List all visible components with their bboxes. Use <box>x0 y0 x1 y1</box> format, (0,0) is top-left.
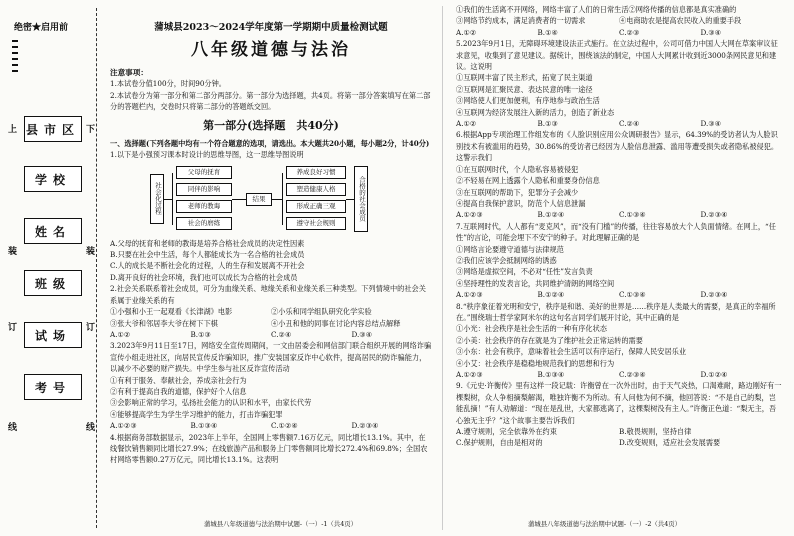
exam-title: 蒲城县2023～2024学年度第一学期期中质量检测试题 <box>154 22 388 33</box>
q6-item: ②不轻易在网上透露个人隐私和重要身份信息 <box>456 176 600 186</box>
q6-item: ④提高自我保护意识，防范个人信息泄漏 <box>456 198 586 208</box>
box-county[interactable]: 县市区 <box>24 116 82 142</box>
q9-option-d[interactable]: D.改变规则，适应社会发展需要 <box>619 438 721 448</box>
q7-choice-c[interactable]: C.①③④ <box>619 290 646 300</box>
box-name[interactable]: 姓名 <box>24 218 82 244</box>
q4-stem: 4.根据商务部数据显示，2023年上半年，全国网上零售额7.16万亿元，同比增长13.1%。其中，在线餐饮销售额同比增长27.9%；在线旅游产品和服务上门零售额同比增长272.4%和69.8%；全国农村网络零售额0.27万亿元，同比增长13.1%。这表明 <box>110 432 428 465</box>
q2-item: ④小丑和他的同事在讨论内容总结点解释 <box>271 318 401 328</box>
q8-item: ②小美：社会秩序的存在就是为了维护社会正常运转的需要 <box>456 335 643 345</box>
q1-stem: 1.以下是小强预习课本时设计的思维导图，这一思维导图说明 <box>110 150 304 160</box>
q6-choice-d[interactable]: D.②③④ <box>700 210 728 220</box>
q3-item: ②有利于提高自我的道德，保护好个人信息 <box>110 386 247 396</box>
bar-mark <box>12 70 18 72</box>
subject-title: 八年级道德与法治 <box>191 40 351 61</box>
mindmap-right-node: 遵守社会规则 <box>286 217 346 230</box>
mindmap-left-node: 社会化过程 <box>150 174 164 224</box>
q1-option-d[interactable]: D.离开良好的社会环境，我们也可以成长为合格的社会成员 <box>110 272 298 282</box>
box-school[interactable]: 学校 <box>24 166 82 192</box>
q8-choice-d[interactable]: D.①②④ <box>700 370 728 379</box>
q5-item: ③网络使人们更加便利，有序地参与政治生活 <box>456 96 600 106</box>
q8-stem: 8.“秩序象征着光明和安宁，秩序是和谐、美好的世界是……秩序是人类最大的需要，是真正的幸福所在。”围绕瑞士哲学家阿米尔的这句名言同学们展开讨论，其中正确的是 <box>456 301 776 322</box>
q6-choice-b[interactable]: B.①②④ <box>537 210 565 220</box>
q5-item: ④互联网为经济发展注入新的活力，创造了新业态 <box>456 107 615 117</box>
part1-heading: 第一部分(选择题 共40分) <box>203 119 339 133</box>
q9-option-b[interactable]: B.敬畏规则，坚持自律 <box>619 427 692 437</box>
q1-option-c[interactable]: C.人的成长是不断社会化的过程，人的生存和发展离不开社会 <box>110 261 305 271</box>
mindmap-mid-node: 老师的教诲 <box>176 200 232 213</box>
notes-item: 2.本试卷分为第一部分和第二部分两部分。第一部分为选择题，共4页。将第一部分答案填写在第二部分的答题栏内，交卷时只将第二部分的答题纸交回。 <box>110 90 431 112</box>
q4-choice-a[interactable]: A.①② <box>456 27 477 37</box>
q7-stem: 7.互联网时代，人人都有“麦克风”，而“没有门槛”的传播，往往容易放大个人负面情绪。在网上，“任性”的言论，可能会埋下不安宁的种子。对此理解正确的是 <box>456 221 776 243</box>
mindmap-right-node: 塑造健康人格 <box>286 183 346 196</box>
side-char-line-2: 线 <box>86 423 96 433</box>
q4-choice-c[interactable]: C.②③ <box>619 27 640 37</box>
mindmap-connector <box>346 199 354 200</box>
footer-right: 蒲城县八年级道德与法治期中试题-（一）-2（共4页） <box>528 519 682 528</box>
page-left-column <box>104 0 440 536</box>
q5-choice-b[interactable]: B.①③ <box>537 119 558 129</box>
q7-item: ②我们应该学会抵制网络的诱惑 <box>456 255 557 265</box>
q2-choice-c[interactable]: C.②④ <box>271 329 292 339</box>
q2-choice-b[interactable]: B.①③ <box>190 329 211 339</box>
mindmap-right-node: 养成良好习惯 <box>286 166 346 179</box>
q6-item: ①在互联网时代，个人隐私容易被侵犯 <box>456 164 579 174</box>
q5-choice-d[interactable]: D.③④ <box>700 119 722 129</box>
q3-choice-d[interactable]: D.②③④ <box>351 421 379 431</box>
q5-choice-c[interactable]: C.②④ <box>619 119 640 129</box>
q8-item: ③小东：社会有秩序，意味着社会生活可以有序运行，保障人民安居乐业 <box>456 347 687 357</box>
mindmap-mid-node: 同伴的影响 <box>176 183 232 196</box>
side-char-line-1: 线 <box>8 423 18 433</box>
q2-choice-d[interactable]: D.③④ <box>351 329 373 339</box>
q4-choice-b[interactable]: B.①④ <box>537 27 558 37</box>
notes-item: 1.本试卷分值100分，时间90分钟。 <box>110 79 226 89</box>
q3-item: ③会影响正常的学习，弘扬社会能力的认识和水平，由家长代劳 <box>110 398 312 408</box>
q3-stem: 3.2023年9月11日至17日，网络安全宣传周期间，一文由居委会和网信部门联合组织开展的网络诈骗宣传小组走进社区，向居民宣传反诈骗知识，推广安装国家反诈中心软件，提高居民的防诈骗能力，以减少不必要的财产损失。中学生参与社区反诈宣传活动 <box>110 341 432 374</box>
q5-item: ①互联网丰富了民主形式，拓宽了民主渠道 <box>456 73 593 83</box>
q2-items-row <box>110 306 432 317</box>
bar-mark <box>12 52 18 54</box>
q2-item: ①小强和小王一起观看《长津湖》电影 <box>110 307 233 317</box>
q7-choice-b[interactable]: B.①②④ <box>537 290 565 300</box>
q9-option-a[interactable]: A.遵守规则，完全依靠外在约束 <box>456 427 557 437</box>
side-char-bind-2: 装 <box>86 247 96 257</box>
q7-choice-a[interactable]: A.①②③ <box>456 290 483 300</box>
q3-item: ④能够提高学生为学生学习维护的能力，打击诈骗犯罪 <box>110 409 283 419</box>
side-char-down: 下 <box>86 125 96 135</box>
q7-item: ④坚持理性的发表言论，共同维护清朗的网络空间 <box>456 278 615 288</box>
q6-stem: 6.根据App专项治理工作组发布的《人脸识别应用公众调研报告》显示，64.39%的受访者认为人脸识别技术有被滥用的趋势，30.86%的受访者已经因为人脸信息泄露、滥用等遭受损失或者隐私被侵犯。这警示我们 <box>456 130 779 163</box>
bar-mark <box>12 64 18 66</box>
q6-item: ③在互联网的帮助下，犯罪分子会减少 <box>456 187 579 197</box>
mindmap-result-node: 结果 <box>246 193 272 206</box>
box-exam-number[interactable]: 考号 <box>24 374 82 400</box>
q4-item: ④电商助农是提高农民收入的重要手段 <box>619 16 742 26</box>
page-right-column <box>448 0 788 536</box>
q4-choice-d[interactable]: D.③④ <box>700 27 722 37</box>
q2-choices <box>110 329 432 340</box>
q3-choice-c[interactable]: C.①②④ <box>271 421 298 431</box>
mindmap-right-node: 形成正确三观 <box>286 200 346 213</box>
q9-options-row <box>456 426 782 437</box>
mindmap-connector <box>164 199 172 200</box>
q8-choice-b[interactable]: B.①③④ <box>537 370 565 379</box>
mindmap-connector <box>272 199 282 200</box>
side-char-bind-1: 装 <box>8 247 18 257</box>
q6-choice-c[interactable]: C.①③④ <box>619 210 646 220</box>
side-char-order-2: 订 <box>86 323 96 333</box>
q4-choices <box>456 27 782 38</box>
q9-options-row <box>456 437 782 448</box>
q5-item: ②互联网是汇聚民意、表达民意的唯一途径 <box>456 84 593 94</box>
notes-heading: 注意事项： <box>110 67 148 77</box>
q1-option-a[interactable]: A.父母的抚育和老师的教诲是培养合格社会成员的决定性因素 <box>110 238 305 248</box>
q8-choices <box>456 369 782 380</box>
q4-items-row <box>456 15 782 26</box>
q9-option-c[interactable]: C.保护规则，自由是相对的 <box>456 438 543 448</box>
q8-item: ④小艾：社会秩序是稳稳地规范我们的思想和行为 <box>456 358 615 368</box>
q7-item: ③网络是虚拟空间，不必对“任性”发言负责 <box>456 267 593 277</box>
mindmap-connector <box>282 173 283 225</box>
confidential-mark: 绝密★启用前 <box>14 23 69 33</box>
q3-choice-b[interactable]: B.①③④ <box>190 421 218 431</box>
q1-option-b[interactable]: B.只要在社会中生活，每个人都能成长为一名合格的社会成员 <box>110 250 305 260</box>
mindmap-far-right-node: 合格的社会成员 <box>354 166 368 232</box>
q2-stem: 2.社会关系联系着社会成员，可分为血缘关系、地缘关系和业缘关系三种类型。下列情境中的社会关系属于业缘关系的有 <box>110 284 426 305</box>
bar-mark <box>12 58 18 60</box>
bar-mark <box>12 46 18 48</box>
q2-item: ②小乐和同学组队研究化学实验 <box>271 307 372 317</box>
page-divider <box>442 6 443 530</box>
mindmap-connector <box>232 199 246 200</box>
q4-item: ②网络传播的信息都是真实准确的 <box>628 5 737 14</box>
mindmap-connector <box>172 173 173 225</box>
side-char-up: 上 <box>8 125 18 135</box>
q4-items-row <box>456 4 782 15</box>
section1-heading: 一、选择题(下列各题中均有一个符合题意的选项，请选出。本大题共20小题，每小题2分，计40分) <box>110 138 430 148</box>
q9-stem: 9.《元史·许衡传》里有这样一段记载：许衡曾在一次外出时，由于天气炎热，口渴难耐，路边刚好有一棵梨树，众人争相摘梨解渴，唯独许衡不为所动。有人问他为何不摘，他回答说：“不是自己的梨，岂能乱摘！”有人劝解道：“现在是乱世，大家都逃离了，这棵梨树没有主人。”许衡正色道：“梨无主，吾心独无主乎？”这个故事主要告诉我们 <box>456 381 782 425</box>
q8-choice-a[interactable]: A.①②③ <box>456 370 483 379</box>
q7-choices <box>456 289 782 300</box>
footer-left: 蒲城县八年级道德与法治期中试题-（一）-1（共4页） <box>204 519 358 528</box>
q2-choice-a[interactable]: A.①② <box>110 329 131 339</box>
q3-item: ①有利于服务、奉献社会，养成亲社会行为 <box>110 375 247 385</box>
q2-items-row <box>110 318 432 329</box>
bar-mark <box>12 40 18 42</box>
q8-item: ①小光：社会秩序是社会生活的一种有序化状态 <box>456 324 607 334</box>
q8-choice-c[interactable]: C.②③④ <box>619 370 646 379</box>
q2-item: ③张大爷和邻居李大爷在树下下棋 <box>110 318 218 328</box>
q7-choice-d[interactable]: D.②③④ <box>700 290 728 300</box>
q5-choice-a[interactable]: A.①② <box>456 119 477 129</box>
q4-item: ①我们的生活离不开网络，网络丰富了人们的日常生活 <box>456 5 629 14</box>
side-char-order-1: 订 <box>8 323 18 333</box>
q7-item: ①网络言论要遵守道德与法律规范 <box>456 244 564 254</box>
cut-line <box>96 8 97 528</box>
box-class[interactable]: 班级 <box>24 270 82 296</box>
q6-choices <box>456 209 782 220</box>
q5-choices <box>456 118 782 129</box>
binding-strip <box>0 0 108 536</box>
mindmap-mid-node: 父母的抚育 <box>176 166 232 179</box>
q3-choices <box>110 420 432 431</box>
q3-choice-a[interactable]: A.①②③ <box>110 421 137 431</box>
mindmap-mid-node: 社会的磨练 <box>176 217 232 230</box>
q5-stem: 5.2023年9月1日，无障碍环境建设法正式施行。在立法过程中，公司可借力中国人大网在草案审议征求意见，收集到了意见建议。据统计，围绕该法的制定，中国人大网累计收到近3000条网民意见和建议。这说明 <box>456 39 778 72</box>
q4-item: ③网络节约成本，满足消费者的一切需求 <box>456 16 586 26</box>
q6-choice-a[interactable]: A.①②③ <box>456 210 483 220</box>
q1-mindmap <box>140 164 432 234</box>
box-room[interactable]: 试场 <box>24 322 82 348</box>
